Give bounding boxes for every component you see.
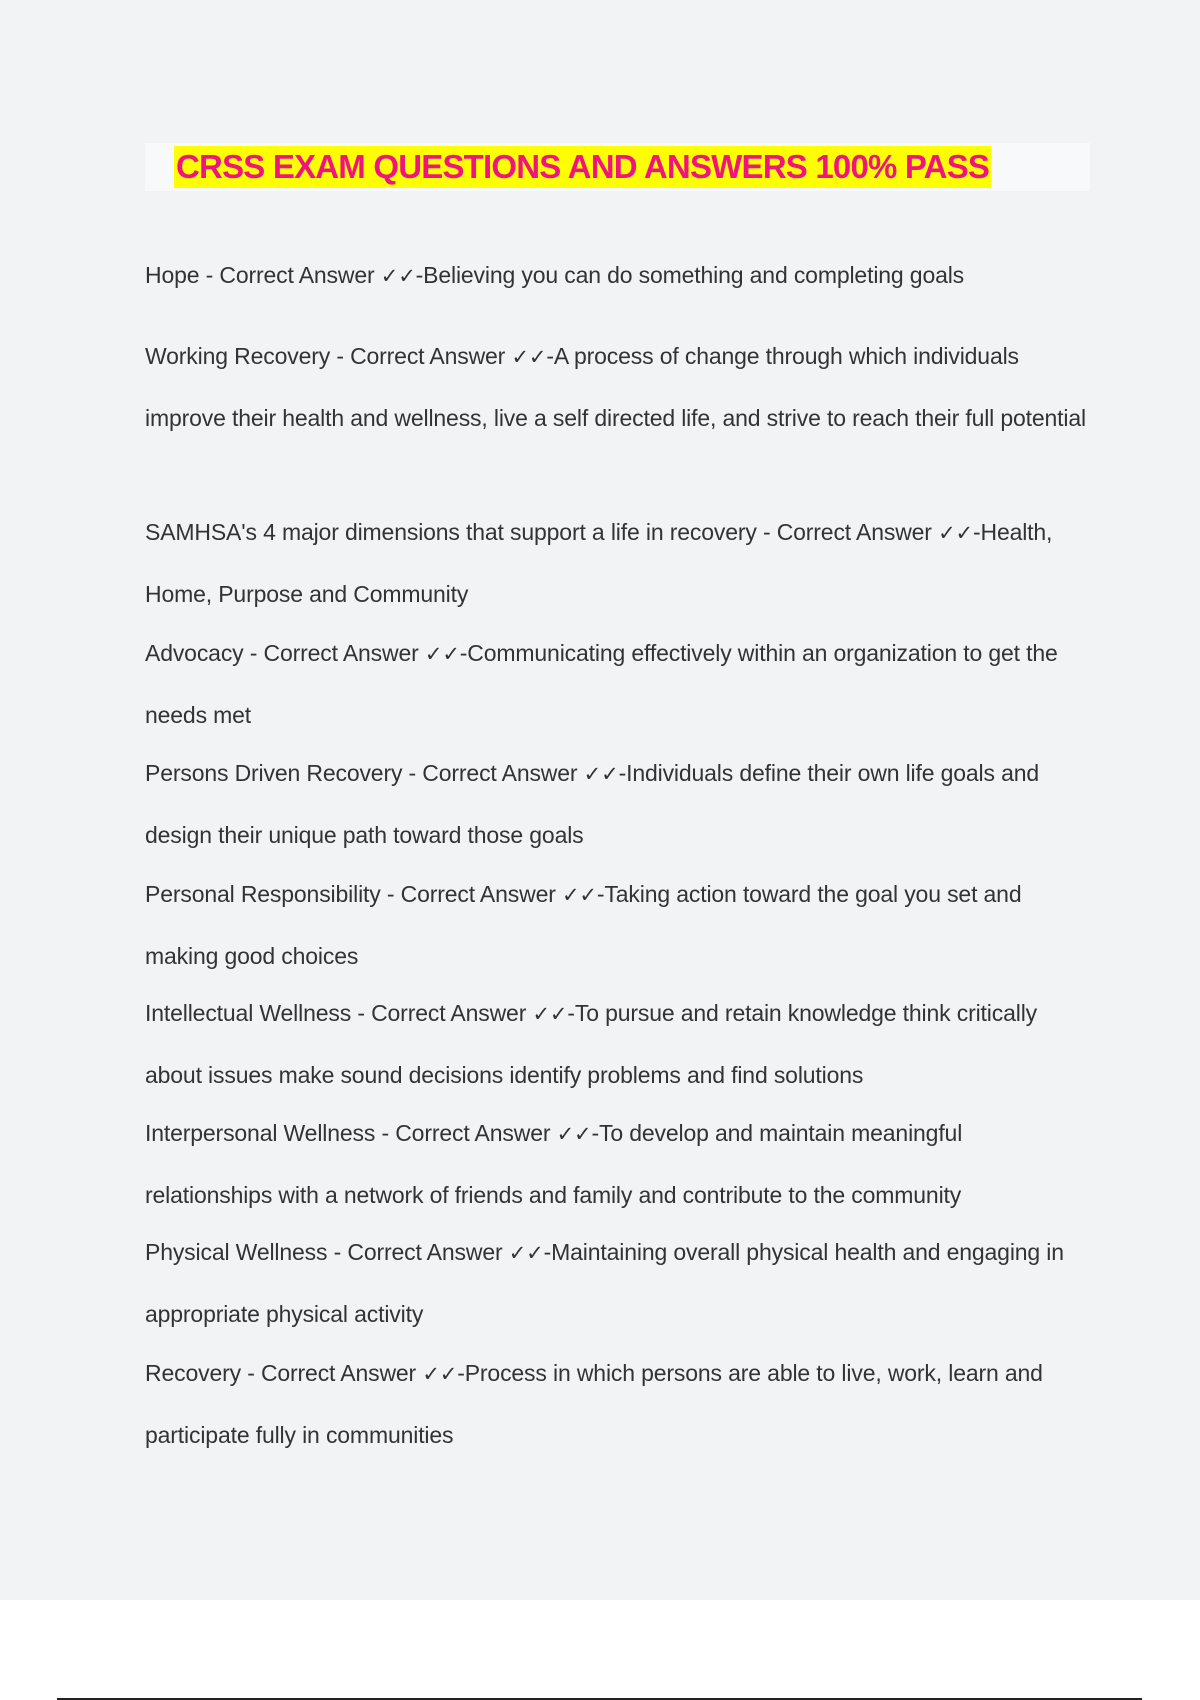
qa-term: SAMHSA's 4 major dimensions that support a life in recovery (145, 519, 757, 545)
qa-prefix: - Correct Answer (199, 262, 381, 288)
qa-answer: -To pursue and retain knowledge think critically about issues make sound decisions identify problems and find solutions (145, 1000, 1038, 1088)
qa-item (145, 623, 1090, 745)
qa-answer: -To develop and maintain meaningful relationships with a network of friends and family and contribute to the community (145, 1120, 963, 1208)
double-check-icon: ✓✓ (532, 1002, 568, 1026)
qa-answer: -Health, Home, Purpose and Community (145, 519, 1053, 607)
qa-term: Advocacy (145, 640, 244, 666)
double-check-icon: ✓✓ (424, 642, 460, 666)
qa-prefix: - Correct Answer (351, 1000, 533, 1026)
double-check-icon: ✓✓ (422, 1362, 458, 1386)
qa-item (145, 1343, 1090, 1465)
double-check-icon: ✓✓ (556, 1122, 592, 1146)
qa-answer: -Process in which persons are able to live, work, learn and participate fully in communities (145, 1360, 1043, 1448)
qa-prefix: - Correct Answer (240, 1360, 423, 1386)
double-check-icon: ✓✓ (938, 521, 973, 545)
qa-item (145, 502, 1090, 624)
qa-answer: -Communicating effectively within an organization to get the needs met (145, 640, 1058, 728)
qa-term: Intellectual Wellness (145, 1000, 352, 1026)
qa-term: Interpersonal Wellness (145, 1120, 376, 1146)
double-check-icon: ✓✓ (583, 762, 619, 786)
qa-item (145, 1222, 1090, 1344)
qa-answer: -Believing you can do something and completing goals (415, 262, 965, 288)
qa-term: Persons Driven Recovery (145, 760, 403, 786)
qa-term: Personal Responsibility (145, 881, 381, 907)
qa-answer: -A process of change through which individuals improve their health and wellness, live a self directed life, and strive to reach their full potential (145, 343, 1086, 431)
qa-item (145, 864, 1090, 986)
double-check-icon: ✓✓ (508, 1241, 544, 1265)
qa-answer: -Individuals define their own life goals and design their unique path toward those goals (145, 760, 1040, 848)
qa-prefix: - Correct Answer (375, 1120, 557, 1146)
qa-answer: -Taking action toward the goal you set and making good choices (145, 881, 1022, 969)
qa-prefix: - Correct Answer (330, 343, 512, 369)
qa-term: Physical Wellness (145, 1239, 328, 1265)
double-check-icon: ✓✓ (380, 264, 416, 288)
qa-prefix: - Correct Answer (243, 640, 425, 666)
qa-prefix: - Correct Answer (327, 1239, 509, 1265)
qa-item (145, 743, 1090, 865)
qa-prefix: - Correct Answer (402, 760, 584, 786)
double-check-icon: ✓✓ (561, 883, 597, 907)
qa-term: Working Recovery (145, 343, 331, 369)
qa-item (145, 1103, 1090, 1225)
qa-item (145, 245, 1090, 307)
double-check-icon: ✓✓ (511, 345, 547, 369)
qa-item (145, 983, 1090, 1105)
qa-item (145, 326, 1090, 448)
qa-prefix: - Correct Answer (756, 519, 939, 545)
qa-prefix: - Correct Answer (380, 881, 562, 907)
document-title: CRSS EXAM QUESTIONS AND ANSWERS 100% PASS (174, 146, 991, 188)
qa-term: Recovery (145, 1360, 241, 1386)
qa-term: Hope (145, 262, 200, 288)
qa-answer: -Maintaining overall physical health and engaging in appropriate physical activity (145, 1239, 1064, 1327)
